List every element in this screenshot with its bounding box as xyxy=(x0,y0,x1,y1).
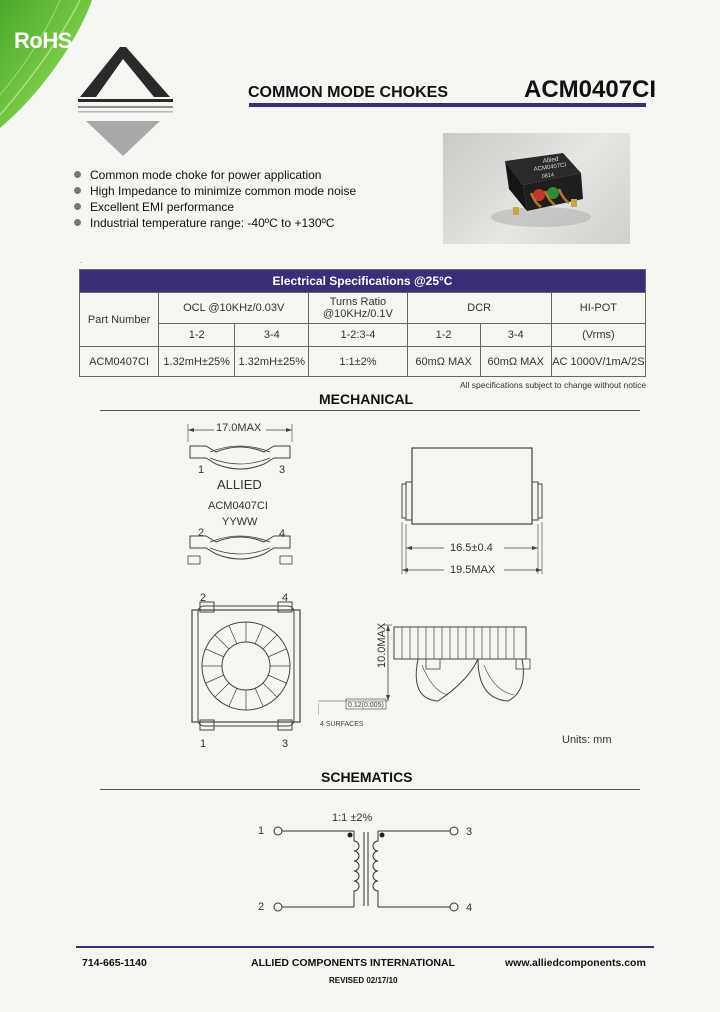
footer-website[interactable]: www.alliedcomponents.com xyxy=(505,957,646,969)
feature-item: Industrial temperature range: -40ºC to +130ºC xyxy=(74,216,335,230)
pin-label: 4 xyxy=(282,592,289,604)
marking-part: ACM0407CI xyxy=(208,500,268,512)
schematics-heading: SCHEMATICS xyxy=(321,769,413,785)
pin-label: 3 xyxy=(279,464,286,476)
sub-header: 1-2 xyxy=(159,324,235,347)
bullet-icon xyxy=(74,171,81,178)
pin-label: 1 xyxy=(198,464,205,476)
col-part-number: Part Number xyxy=(80,293,159,347)
table-cell: 1:1±2% xyxy=(309,347,407,377)
pin-label: 4 xyxy=(466,902,473,914)
side-view-drawing xyxy=(398,440,548,580)
feature-item: High Impedance to minimize common mode noise xyxy=(74,184,356,198)
bullet-icon xyxy=(74,203,81,210)
table-row xyxy=(80,347,646,377)
dim-top-width: 17.0MAX xyxy=(216,422,262,434)
photo-marking: 0814 xyxy=(541,172,555,180)
footer-company: ALLIED COMPONENTS INTERNATIONAL xyxy=(251,957,455,969)
dim-body: 16.5±0.4 xyxy=(450,542,493,554)
sub-header: (Vrms) xyxy=(551,324,645,347)
pin-label: 2 xyxy=(200,592,207,604)
product-photo xyxy=(443,133,630,244)
bullet-icon xyxy=(74,187,81,194)
section-divider xyxy=(100,789,640,790)
pin-label: 1 xyxy=(200,738,207,750)
mechanical-heading: MECHANICAL xyxy=(319,391,414,407)
page-title: COMMON MODE CHOKES xyxy=(248,84,448,101)
sub-header: 3-4 xyxy=(235,324,309,347)
sub-header: 1-2 xyxy=(407,324,480,347)
front-view-drawing xyxy=(318,615,548,730)
pin-label: 1 xyxy=(258,825,265,837)
table-cell: AC 1000V/1mA/2S xyxy=(551,347,645,377)
footer-divider xyxy=(76,946,654,948)
sub-header: 3-4 xyxy=(480,324,551,347)
schematic-diagram xyxy=(268,818,468,918)
spec-note: All specifications subject to change without notice xyxy=(460,380,647,390)
dim-overall: 19.5MAX xyxy=(450,564,496,576)
dim-height: 10.0MAX xyxy=(376,622,388,668)
pin-label: 3 xyxy=(282,738,289,750)
col-hipot: HI-POT xyxy=(551,293,645,324)
electrical-spec-table xyxy=(79,269,646,377)
table-cell: 60mΩ MAX xyxy=(480,347,551,377)
table-title: Electrical Specifications @25°C xyxy=(80,270,646,293)
photo-marking: Allied xyxy=(542,155,560,165)
col-ocl: OCL @10KHz/0.03V xyxy=(159,293,309,324)
marking-date: YYWW xyxy=(222,516,258,528)
sub-header: 1-2:3-4 xyxy=(309,324,407,347)
feature-item: Common mode choke for power application xyxy=(74,168,321,182)
allied-logo xyxy=(70,45,180,157)
title-underline xyxy=(249,103,646,107)
coplanarity-label: 0.12(0.005) xyxy=(348,702,384,709)
pin-label: 3 xyxy=(466,826,473,838)
feature-item: Excellent EMI performance xyxy=(74,200,234,214)
top-view-drawing xyxy=(180,418,310,578)
col-turns-ratio: Turns Ratio @10KHz/0.1V xyxy=(309,293,407,324)
pin-label: 2 xyxy=(198,527,205,539)
photo-marking: ACM0407CI xyxy=(533,162,567,173)
turns-ratio-label: 1:1 ±2% xyxy=(332,812,373,824)
part-number-title: ACM0407CI xyxy=(524,76,657,103)
footer-phone: 714-665-1140 xyxy=(82,957,147,969)
table-cell: 1.32mH±25% xyxy=(235,347,309,377)
table-cell: 60mΩ MAX xyxy=(407,347,480,377)
section-divider xyxy=(100,410,640,411)
col-dcr: DCR xyxy=(407,293,551,324)
bottom-view-drawing xyxy=(186,600,306,740)
pin-label: 2 xyxy=(258,901,265,913)
units-label: Units: mm xyxy=(562,734,612,746)
revision-date: REVISED 02/17/10 xyxy=(329,976,398,985)
marking-brand: ALLIED xyxy=(217,477,262,492)
surfaces-label: 4 SURFACES xyxy=(320,721,364,728)
rohs-badge: RoHS xyxy=(14,28,72,53)
pin-label: 4 xyxy=(279,528,286,540)
table-cell: 1.32mH±25% xyxy=(159,347,235,377)
table-cell: ACM0407CI xyxy=(80,347,159,377)
bullet-icon xyxy=(74,219,81,226)
